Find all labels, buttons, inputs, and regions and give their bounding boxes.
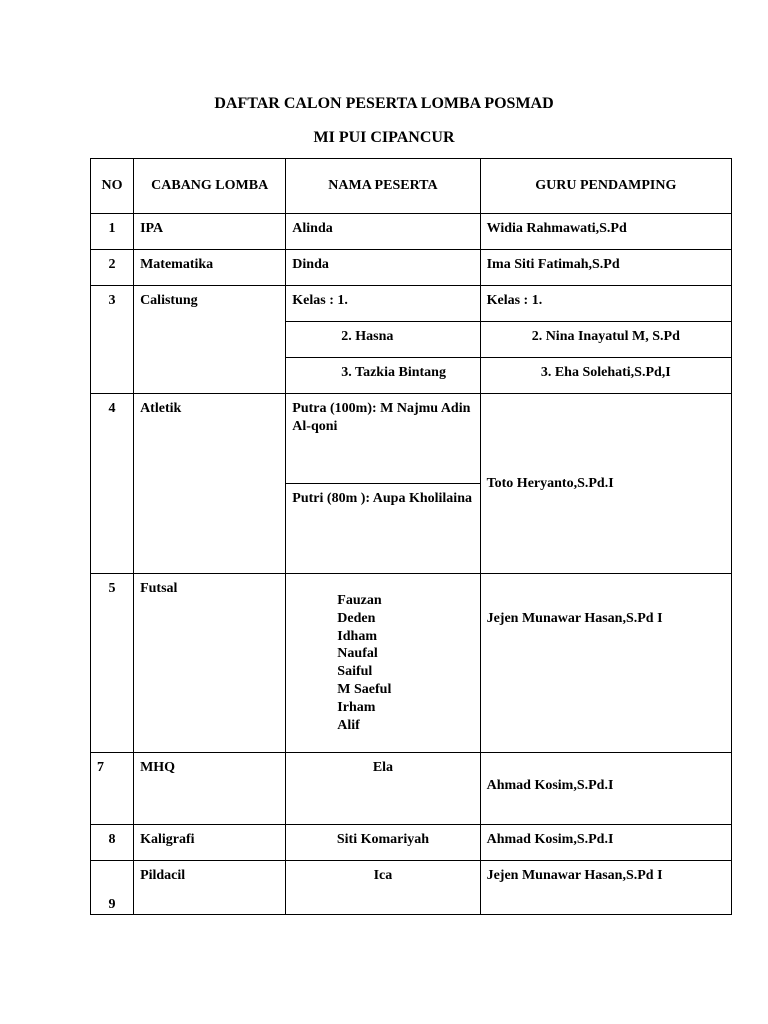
table-row [91, 286, 732, 322]
row-guru: Toto Heryanto,S.Pd.I [480, 394, 731, 574]
header-no: NO [91, 159, 134, 214]
row-nama: Dinda [286, 250, 480, 286]
row-guru: Kelas : 1. [480, 286, 731, 322]
row-nama: Alinda [286, 214, 480, 250]
table-row [91, 214, 732, 250]
row-cabang: Calistung [134, 286, 286, 394]
list-item: Irham [337, 699, 376, 715]
list-item: Fauzan [337, 593, 382, 608]
row-nama-putra: Putra (100m): M Najmu Adin Al-qoni [286, 394, 480, 484]
list-item: M Saeful [337, 681, 392, 697]
row-nama: Ela [286, 753, 480, 825]
row-cabang: Matematika [134, 250, 286, 286]
row-guru: 3. Eha Solehati,S.Pd,I [480, 358, 731, 394]
row-guru: Ahmad Kosim,S.Pd.I [480, 825, 731, 861]
row-nama: 2. Hasna [286, 322, 480, 358]
list-item: Deden [337, 610, 376, 626]
row-nama [286, 574, 480, 753]
row-guru: Jejen Munawar Hasan,S.Pd I [480, 861, 731, 915]
row-guru: Ahmad Kosim,S.Pd.I [480, 753, 731, 825]
document-subtitle: MI PUI CIPANCUR [313, 129, 455, 146]
table-row [91, 861, 732, 915]
table-row [91, 753, 732, 825]
row-nama: Siti Komariyah [286, 825, 480, 861]
row-no: 3 [91, 286, 134, 394]
row-cabang: Atletik [134, 394, 286, 574]
table-header-row [91, 159, 732, 214]
header-nama: NAMA PESERTA [286, 159, 480, 214]
row-no: 5 [91, 574, 134, 753]
row-no: 2 [91, 250, 134, 286]
list-item: Saiful [337, 664, 373, 680]
row-guru: Widia Rahmawati,S.Pd [480, 214, 731, 250]
row-guru: Jejen Munawar Hasan,S.Pd I [480, 574, 731, 753]
table-row [91, 825, 732, 861]
header-guru: GURU PENDAMPING [480, 159, 731, 214]
row-nama: Kelas : 1. [286, 286, 480, 322]
row-guru: Ima Siti Fatimah,S.Pd [480, 250, 731, 286]
row-cabang: IPA [134, 214, 286, 250]
row-guru: 2. Nina Inayatul M, S.Pd [480, 322, 731, 358]
row-nama: 3. Tazkia Bintang [286, 358, 480, 394]
table-row [91, 574, 732, 753]
list-item: Alif [337, 717, 360, 733]
document-title: DAFTAR CALON PESERTA LOMBA POSMAD [214, 95, 554, 112]
row-nama-putri: Putri (80m ): Aupa Kholilaina [286, 484, 480, 574]
header-cabang: CABANG LOMBA [134, 159, 286, 214]
row-no: 4 [91, 394, 134, 574]
futsal-player-list [286, 574, 479, 734]
row-cabang: Kaligrafi [134, 825, 286, 861]
row-no: 9 [91, 861, 134, 915]
participants-table [90, 158, 732, 915]
row-cabang: MHQ [134, 753, 286, 825]
row-cabang: Pildacil [134, 861, 286, 915]
row-no: 8 [91, 825, 134, 861]
list-item: Naufal [337, 646, 378, 662]
table-row [91, 394, 732, 484]
row-no: 1 [91, 214, 134, 250]
table-row [91, 250, 732, 286]
list-item: Idham [337, 628, 377, 644]
row-cabang: Futsal [134, 574, 286, 753]
row-nama: Ica [286, 861, 480, 915]
row-no: 7 [91, 753, 134, 825]
